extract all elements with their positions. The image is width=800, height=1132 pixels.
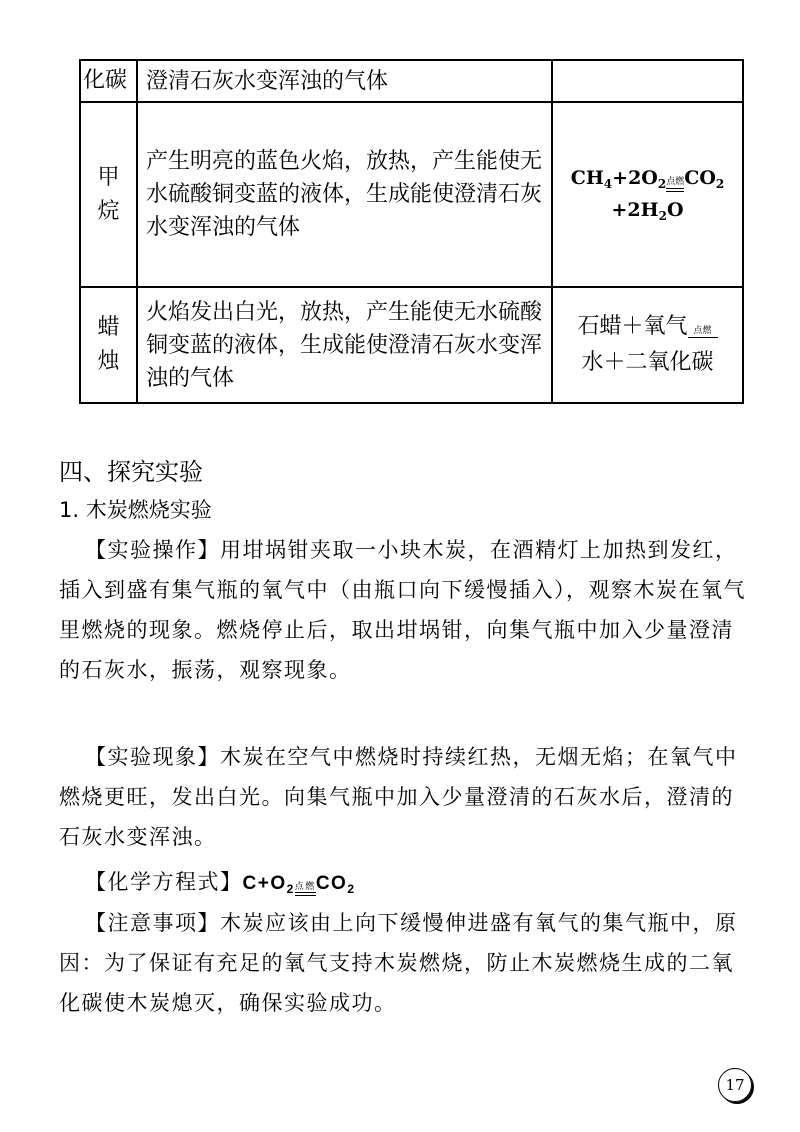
eq-subscript: 4	[603, 176, 613, 191]
phenomenon-cell: 火焰发出白光，放热，产生能使无水硫酸铜变蓝的液体，生成能使澄清石灰水变浑浊的气体	[137, 287, 552, 403]
page-number: 17	[718, 1068, 752, 1102]
table-row	[80, 60, 743, 102]
eq-part: 水＋二氧化碳	[581, 350, 714, 375]
table-row	[80, 102, 743, 287]
condition-text: 点燃	[693, 326, 712, 336]
table-row	[80, 287, 743, 403]
eq-subscript: 2	[657, 176, 667, 191]
eq-subscript: 2	[347, 882, 356, 896]
phenomenon-cell: 澄清石灰水变浑浊的气体	[137, 60, 552, 102]
equation-paragraph	[59, 862, 749, 905]
eq-part: O	[666, 198, 684, 221]
notes-paragraph	[59, 903, 749, 1023]
eq-subscript: 2	[286, 882, 295, 896]
condition-text: 点燃	[666, 176, 685, 187]
substance-name-char: 烷	[97, 198, 120, 224]
paragraph-text: 木炭在空气中燃烧时持续红热，无烟无焰；在氧气中燃烧更旺，发出白光。向集气瓶中加入少量澄清的石灰水后，澄清的石灰水变浑浊。	[59, 745, 738, 849]
reaction-condition	[295, 882, 316, 896]
eq-part: +2H	[611, 198, 659, 221]
equation-cell	[552, 60, 743, 102]
candle-equation	[553, 309, 742, 381]
substance-name-char: 烛	[97, 349, 120, 374]
phenomenon-cell: 产生明亮的蓝色火焰，放热，产生能使无水硫酸铜变蓝的液体，生成能使澄清石灰水变浑浊的气体	[137, 102, 552, 287]
charcoal-equation	[243, 873, 356, 894]
substance-name-char: 蜡	[97, 315, 120, 340]
reaction-condition	[688, 327, 718, 338]
eq-part: CO	[684, 166, 716, 189]
substance-name	[80, 287, 137, 403]
reaction-condition	[666, 178, 684, 192]
substance-name	[80, 102, 137, 287]
condition-text: 点燃	[294, 881, 316, 891]
paragraph-label: 【实验现象】	[85, 745, 220, 769]
paragraph-label: 【实验操作】	[85, 538, 220, 562]
subsection-title: 1. 木炭燃烧实验	[59, 498, 212, 522]
eq-part: CO	[315, 873, 348, 894]
operation-paragraph	[59, 530, 749, 690]
eq-part: 石蜡＋氧气	[577, 314, 688, 339]
paragraph-text: 木炭应该由上向下缓慢伸进盛有氧气的集气瓶中，原因：为了保证有充足的氧气支持木炭燃烧，防止木炭燃烧生成的二氧化碳使木炭熄灭，确保实验成功。	[59, 911, 738, 1015]
eq-part: +2O	[612, 166, 658, 189]
section-title: 四、探究实验	[59, 458, 203, 486]
equation-cell	[552, 102, 743, 287]
eq-subscript: 2	[658, 208, 667, 223]
paragraph-text: 用坩埚钳夹取一小块木炭，在酒精灯上加热到发红，插入到盛有集气瓶的氧气中（由瓶口向下缓慢插入），观察木炭在氧气里燃烧的现象。燃烧停止后，取出坩埚钳，向集气瓶中加入少量澄清的石灰水，振荡，观察现象。	[59, 538, 746, 682]
substance-name-char: 甲	[97, 164, 120, 190]
equation-cell	[552, 287, 743, 403]
eq-subscript: 2	[715, 176, 725, 191]
eq-part: C+O	[242, 873, 287, 894]
phenomenon-paragraph	[59, 737, 749, 857]
eq-part: CH	[570, 166, 604, 189]
reaction-table	[79, 59, 744, 404]
paragraph-label: 【化学方程式】	[85, 870, 243, 894]
substance-name: 化碳	[80, 60, 137, 102]
methane-equation	[553, 163, 742, 227]
paragraph-label: 【注意事项】	[85, 911, 220, 935]
